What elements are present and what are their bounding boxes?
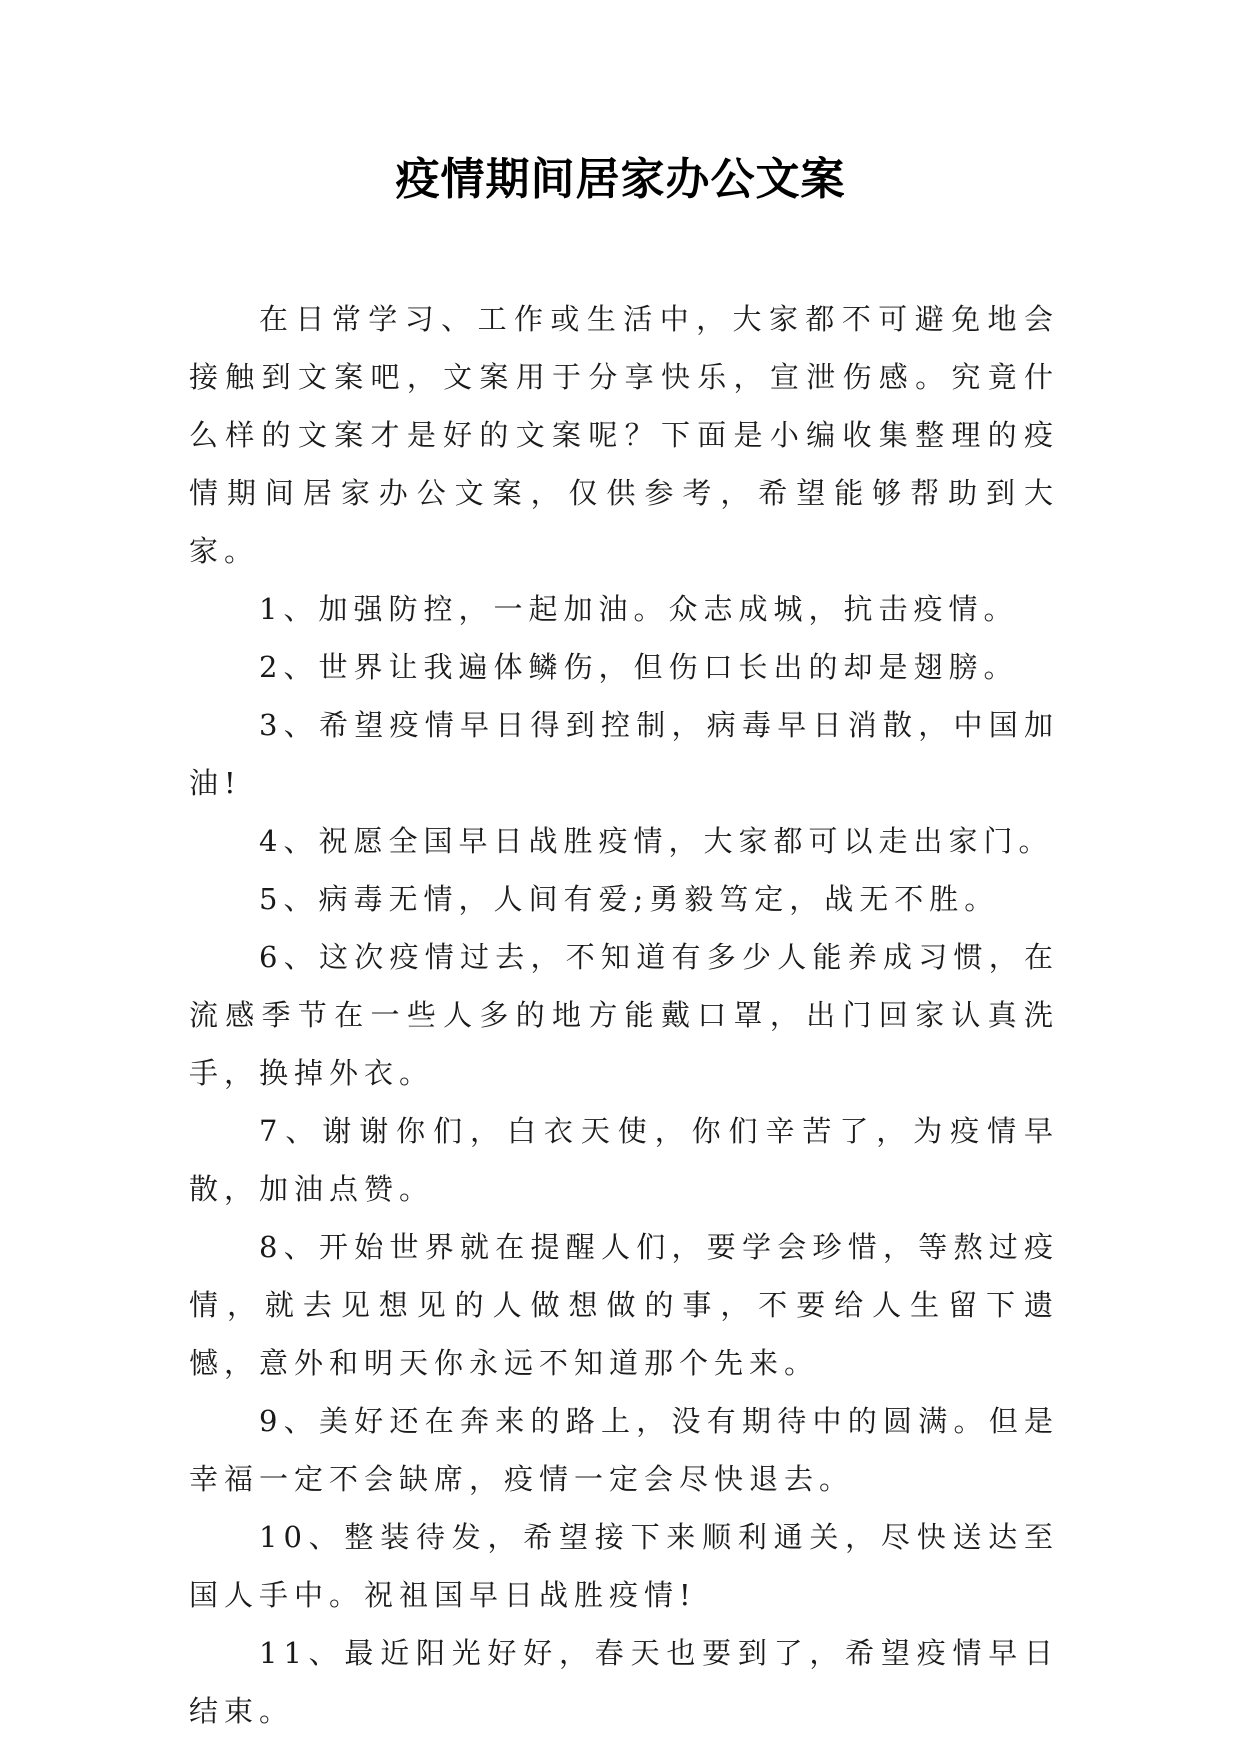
list-item: 9、美好还在奔来的路上，没有期待中的圆满。但是幸福一定不会缺席，疫情一定会尽快退去。 [189,1404,1059,1496]
list-item: 4、祝愿全国早日战胜疫情，大家都可以走出家门。 [259,824,1054,858]
list-item: 5、病毒无情，人间有爱;勇毅笃定，战无不胜。 [259,882,1000,916]
list-item: 10、整装待发，希望接下来顺利通关，尽快送达至国人手中。祝祖国早日战胜疫情! [189,1520,1059,1612]
list-item: 6、这次疫情过去，不知道有多少人能养成习惯，在流感季节在一些人多的地方能戴口罩，出门回家认真洗手，换掉外衣。 [189,940,1059,1090]
list-item: 8、开始世界就在提醒人们，要学会珍惜，等熬过疫情，就去见想见的人做想做的事，不要给人生留下遗憾，意外和明天你永远不知道那个先来。 [189,1230,1059,1380]
list-item: 2、世界让我遍体鳞伤，但伤口长出的却是翅膀。 [259,650,1019,684]
list-item: 3、希望疫情早日得到控制，病毒早日消散，中国加油! [189,708,1059,800]
list-item: 11、最近阳光好好，春天也要到了，希望疫情早日结束。 [189,1636,1059,1728]
page-title: 疫情期间居家办公文案 [395,154,846,205]
list-item: 1、加强防控，一起加油。众志成城，抗击疫情。 [259,592,1019,626]
intro-paragraph: 在日常学习、工作或生活中，大家都不可避免地会接触到文案吧，文案用于分享快乐，宣泄伤感。究竟什么样的文案才是好的文案呢？下面是小编收集整理的疫情期间居家办公文案，仅供参考，希望能够帮助到大家。 [189,302,1059,568]
document-body [189,290,1059,1740]
list-item: 7、谢谢你们，白衣天使，你们辛苦了，为疫情早散，加油点赞。 [189,1114,1059,1206]
